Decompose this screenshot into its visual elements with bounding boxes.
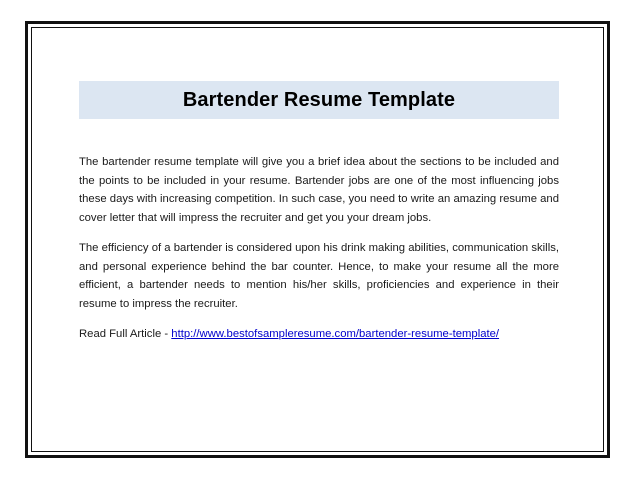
read-more-line xyxy=(79,325,559,344)
article-link[interactable]: http://www.bestofsampleresume.com/bartender-resume-template/ xyxy=(171,327,500,340)
title-banner xyxy=(79,81,559,119)
article-body xyxy=(79,153,559,343)
page-title: Bartender Resume Template xyxy=(182,88,456,111)
read-more-label: Read Full Article - xyxy=(79,327,172,340)
paragraph-intro: The bartender resume template will give you a brief idea about the sections to be included and the points to be included in your resume. Bartender jobs are one of the most influencing jobs these days with increasing competition. In such case, you need to write an amazing resume and cover letter that will impress the recruiter and get you your dream jobs. xyxy=(79,156,559,225)
paragraph-efficiency: The efficiency of a bartender is considered upon his drink making abilities, communication skills, and personal experience behind the bar counter. Hence, to make your resume all the more efficient, a bartender needs to mention his/her skills, proficiencies and experience in their resume to impress the recruiter. xyxy=(79,241,559,310)
